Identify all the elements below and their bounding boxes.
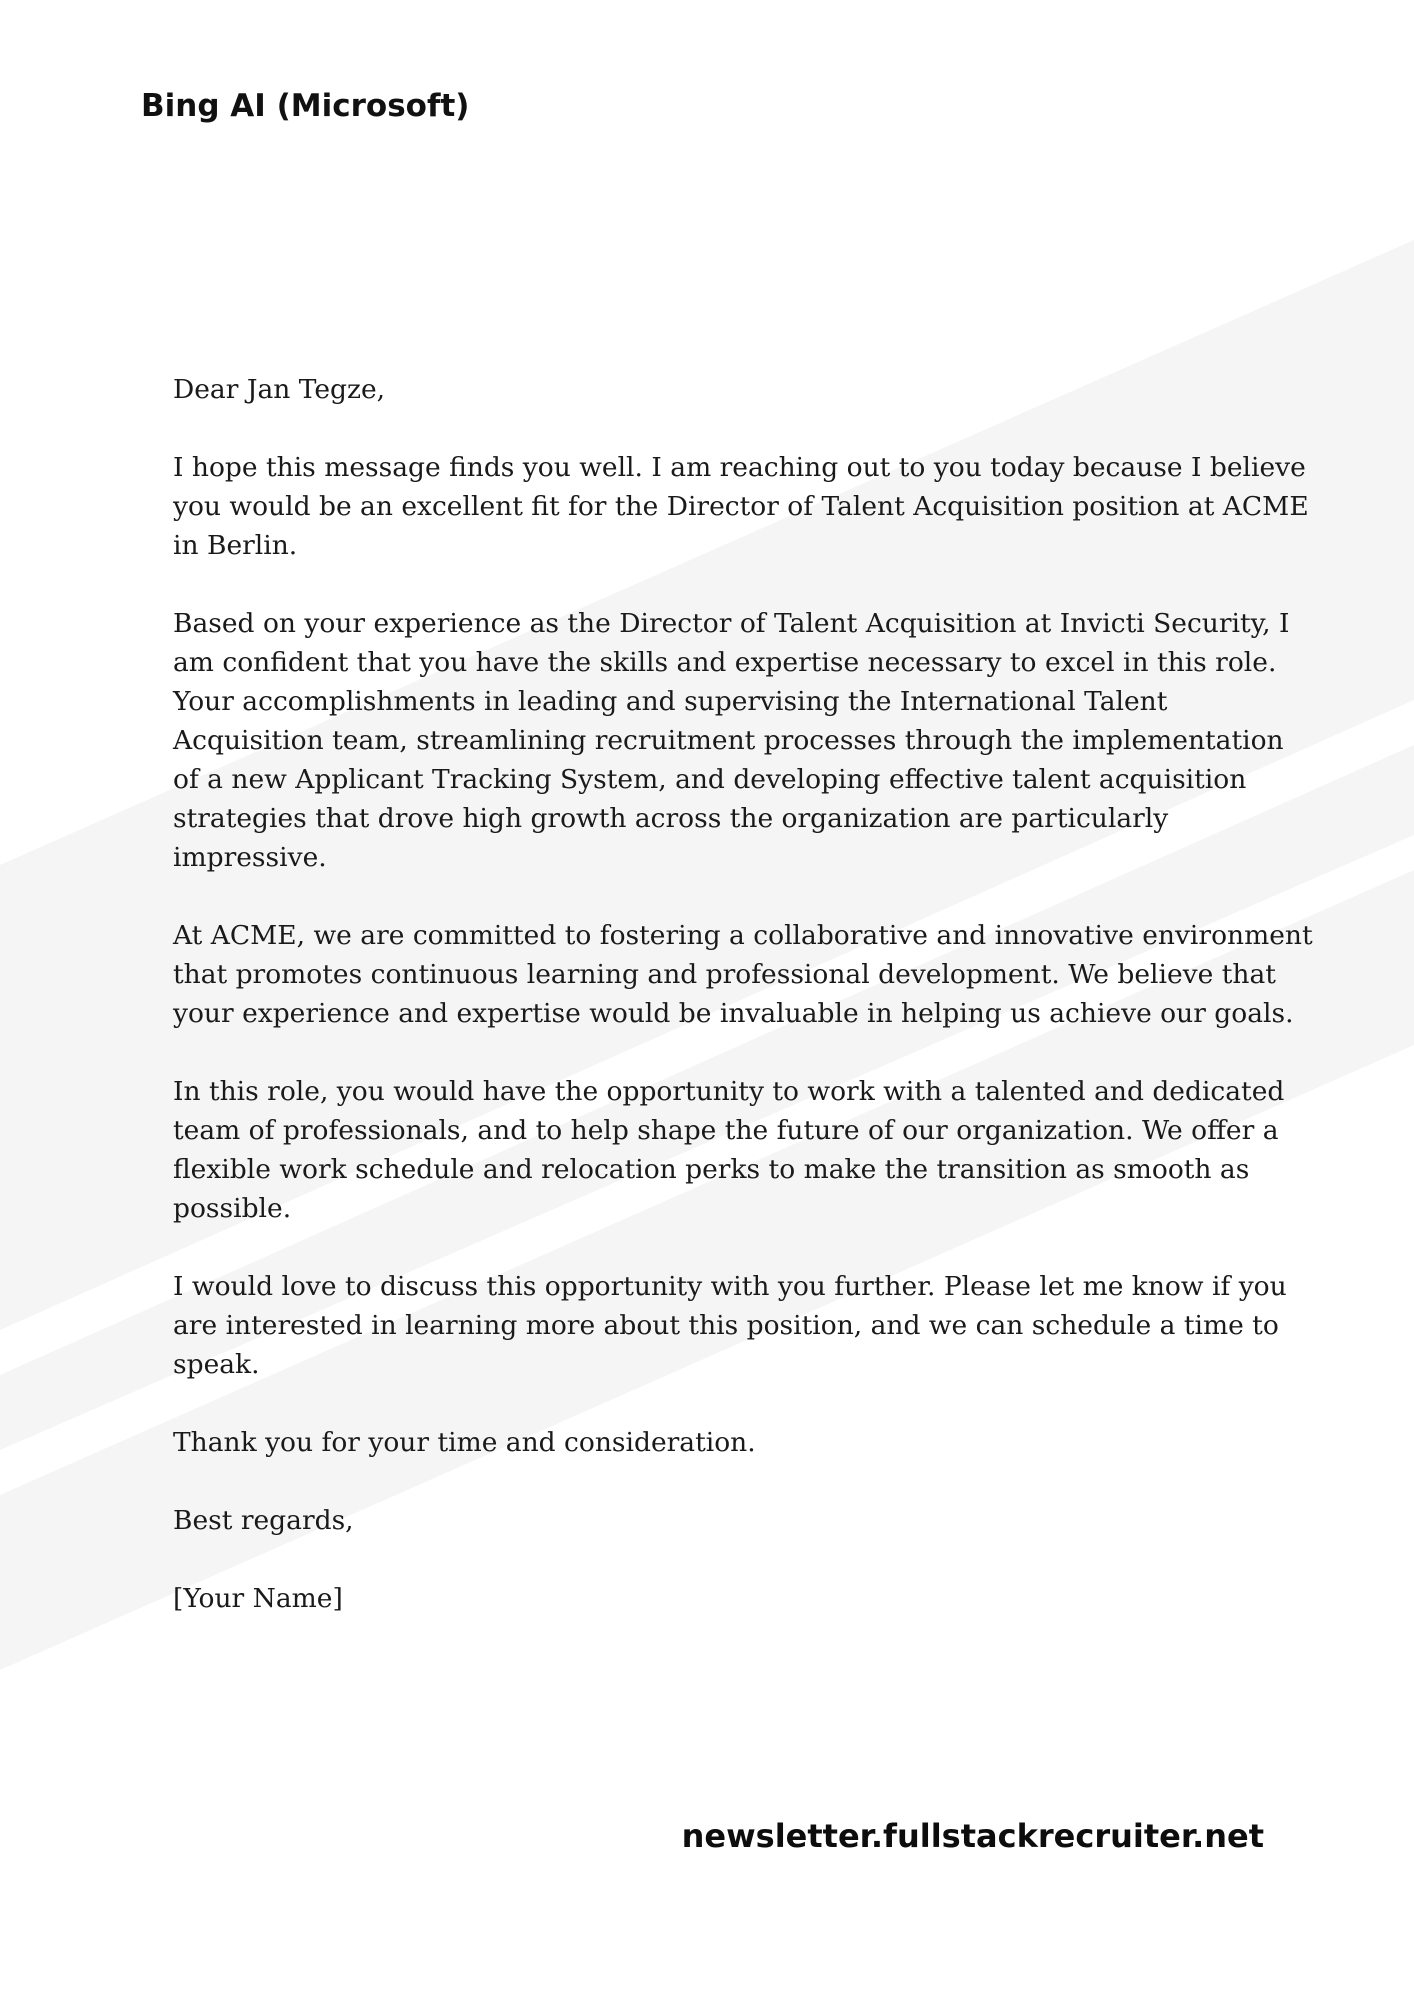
letter-paragraph: At ACME, we are committed to fostering a collaborative and innovative environment that promotes continuous learning and professional development. We believe that your experience and expertise would be invaluable in helping us achieve our goals. — [173, 920, 1313, 1029]
letter-salutation: Dear Jan Tegze, — [173, 374, 386, 405]
letter-body — [173, 370, 1313, 1657]
footer-url: newsletter.fullstackrecruiter.net — [681, 1817, 1264, 1855]
letter-paragraph: Thank you for your time and consideration. — [173, 1427, 756, 1458]
letter-paragraph: Based on your experience as the Director of Talent Acquisition at Invicti Security, I am confident that you have the skills and expertise necessary to excel in this role. Your accomplishments in leading and supervising the International Talent Acquisition team, streamlining recruitment processes through the implementation of a new Applicant Tracking System, and developing effective talent acquisition strategies that drove high growth across the organization are particularly impressive. — [173, 608, 1290, 873]
letter-closing: Best regards, — [173, 1505, 354, 1536]
header-title: Bing AI (Microsoft) — [141, 88, 470, 124]
letter-paragraph: In this role, you would have the opportunity to work with a talented and dedicated team of professionals, and to help shape the future of our organization. We offer a flexible work schedule and relocation perks to make the transition as smooth as possible. — [173, 1076, 1285, 1224]
letter-signature: [Your Name] — [173, 1583, 343, 1614]
letter-paragraph: I would love to discuss this opportunity with you further. Please let me know if you are interested in learning more about this position, and we can schedule a time to speak. — [173, 1271, 1287, 1380]
letter-paragraph: I hope this message finds you well. I am reaching out to you today because I believe you would be an excellent fit for the Director of Talent Acquisition position at ACME in Berlin. — [173, 452, 1309, 561]
